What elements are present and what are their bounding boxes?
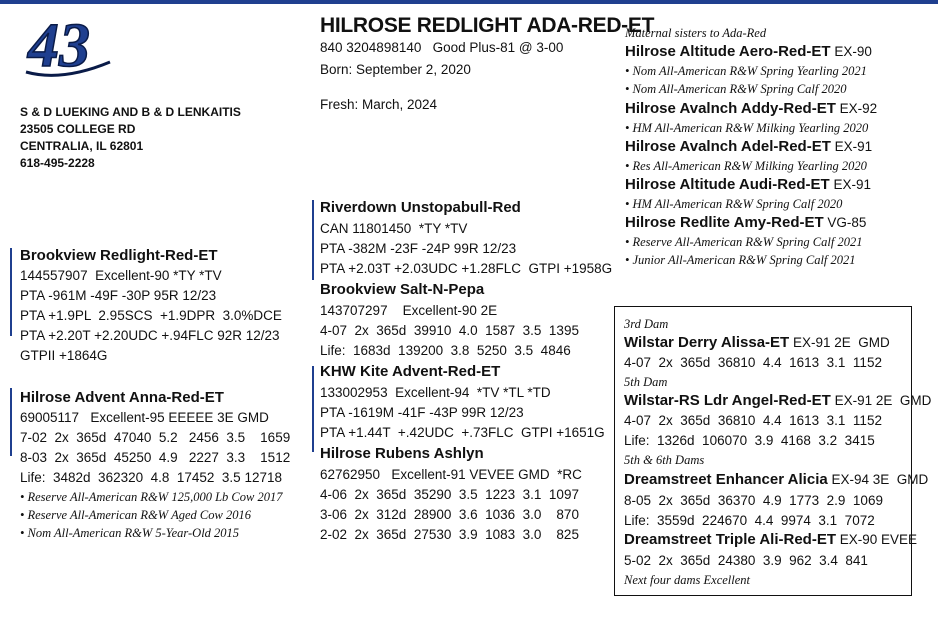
ali-name: Dreamstreet Triple Ali-Red-ET	[624, 531, 836, 548]
dam-reg: 69005117 Excellent-95 EEEEE 3E GMD	[20, 410, 269, 425]
fifth-dam-label: 5th Dam	[624, 375, 668, 389]
fifth-dam-score: EX-91 2E GMD	[830, 393, 932, 408]
dam-dam-name: Hilrose Rubens Ashlyn	[320, 445, 484, 462]
dam-record-1: 7-02 2x 365d 47040 5.2 2456 3.5 1659	[20, 430, 291, 445]
dam-record-2: 8-03 2x 365d 45250 4.9 2227 3.3 1512	[20, 450, 291, 465]
fifth-sixth-dams-label: 5th & 6th Dams	[624, 453, 705, 467]
alicia	[624, 470, 928, 490]
sister-5-score: VG-85	[823, 215, 867, 230]
owner-city: CENTRALIA, IL 62801	[20, 139, 144, 153]
dam-honor-1: • Reserve All-American R&W 125,000 Lb Cow 2017	[20, 490, 283, 504]
sister-3-name: Hilrose Avalnch Adel-Red-ET	[625, 138, 831, 155]
top-accent-bar	[0, 0, 938, 4]
animal-fresh: Fresh: March, 2024	[320, 97, 438, 112]
dam-life: Life: 3482d 362320 4.8 17452 3.5 12718	[20, 470, 282, 485]
sire-pta-3: PTA +2.20T +2.20UDC +.94FLC 92R 12/23	[20, 328, 280, 343]
dam-honor-2: • Reserve All-American R&W Aged Cow 2016	[20, 508, 251, 522]
dam-dam-reg: 62762950 Excellent-91 VEVEE GMD *RC	[320, 467, 582, 482]
dam-name: Hilrose Advent Anna-Red-ET	[20, 389, 224, 406]
dam-honor-3: • Nom All-American R&W 5-Year-Old 2015	[20, 526, 240, 540]
sister-1-score: EX-90	[830, 44, 872, 59]
sire-sire-pta-2: PTA +2.03T +2.03UDC +1.28FLC GTPI +1958G	[320, 261, 613, 276]
owner-address: 23505 COLLEGE RD	[20, 122, 136, 136]
owner-info	[20, 104, 241, 172]
sister-1-honor-1: • Nom All-American R&W Spring Yearling 2021	[625, 64, 867, 78]
fifth-dam	[624, 391, 931, 411]
owner-name: S & D LUEKING AND B & D LENKAITIS	[20, 105, 241, 119]
sire-pta-1: PTA -961M -49F -30P 95R 12/23	[20, 288, 217, 303]
sister-1-name: Hilrose Altitude Aero-Red-ET	[625, 43, 831, 60]
ali	[624, 530, 917, 550]
third-dam-record: 4-07 2x 365d 36810 4.4 1613 3.1 1152	[624, 355, 882, 370]
third-dam-label: 3rd Dam	[624, 317, 669, 331]
fifth-dam-life: Life: 1326d 106070 3.9 4168 3.2 3415	[624, 433, 875, 448]
animal-born: Born: September 2, 2020	[320, 62, 471, 77]
lot-number-text: 43	[28, 14, 90, 80]
dam-sire-pta-2: PTA +1.44T +.42UDC +.73FLC GTPI +1651G	[320, 425, 605, 440]
dam-dam-record-3: 2-02 2x 365d 27530 3.9 1083 3.0 825	[320, 527, 579, 542]
sire-dam-record: 4-07 2x 365d 39910 4.0 1587 3.5 1395	[320, 323, 579, 338]
sister-3-score: EX-91	[830, 139, 873, 154]
sister-2-score: EX-92	[835, 101, 878, 116]
third-dam-score: EX-91 2E GMD	[789, 335, 890, 350]
sister-4-score: EX-91	[829, 177, 872, 192]
sister-4-honor-1: • HM All-American R&W Spring Calf 2020	[625, 197, 843, 211]
sister-1-honor-2: • Nom All-American R&W Spring Calf 2020	[625, 82, 847, 96]
sire-sire-bracket	[312, 200, 314, 280]
sister-5	[625, 213, 866, 233]
sister-5-honor-1: • Reserve All-American R&W Spring Calf 2021	[625, 235, 863, 249]
dam-dam-record-2: 3-06 2x 312d 28900 3.6 1036 3.0 870	[320, 507, 579, 522]
sire-dam-name: Brookview Salt-N-Pepa	[320, 281, 485, 298]
sire-reg: 144557907 Excellent-90 *TY *TV	[20, 268, 222, 283]
alicia-name: Dreamstreet Enhancer Alicia	[624, 471, 828, 488]
sister-2	[625, 99, 877, 119]
fifth-dam-record: 4-07 2x 365d 36810 4.4 1613 3.1 1152	[624, 413, 882, 428]
animal-name: HILROSE REDLIGHT ADA-RED-ET	[320, 14, 655, 37]
third-dam	[624, 333, 890, 353]
sister-2-name: Hilrose Avalnch Addy-Red-ET	[625, 100, 836, 117]
sire-gtpi: GTPII +1864G	[20, 348, 108, 363]
sire-pta-2: PTA +1.9PL 2.95SCS +1.9DPR 3.0%DCE	[20, 308, 282, 323]
sister-3-honor-1: • Res All-American R&W Milking Yearling 2020	[625, 159, 867, 173]
dam-sire-name: KHW Kite Advent-Red-ET	[320, 363, 501, 380]
maternal-heading: Maternal sisters to Ada-Red	[625, 26, 767, 40]
sire-dam-reg: 143707297 Excellent-90 2E	[320, 303, 498, 318]
box-footer: Next four dams Excellent	[624, 573, 751, 587]
dam-sire-bracket	[312, 366, 314, 452]
sire-sire-pta-1: PTA -382M -23F -24P 99R 12/23	[320, 241, 517, 256]
sister-4	[625, 175, 871, 195]
sister-3	[625, 137, 872, 157]
sister-4-name: Hilrose Altitude Audi-Red-ET	[625, 176, 830, 193]
sister-5-honor-2: • Junior All-American R&W Spring Calf 2021	[625, 253, 856, 267]
dam-sire-reg: 133002953 Excellent-94 *TV *TL *TD	[320, 385, 551, 400]
alicia-life: Life: 3559d 224670 4.4 9974 3.1 7072	[624, 513, 875, 528]
dam-sire-pta-1: PTA -1619M -41F -43P 99R 12/23	[320, 405, 524, 420]
alicia-record: 8-05 2x 365d 36370 4.9 1773 2.9 1069	[624, 493, 883, 508]
third-dam-name: Wilstar Derry Alissa-ET	[624, 334, 790, 351]
sire-name: Brookview Redlight-Red-ET	[20, 247, 218, 264]
sire-sire-name: Riverdown Unstopabull-Red	[320, 199, 521, 216]
sire-sire-reg: CAN 11801450 *TY *TV	[320, 221, 468, 236]
lot-number	[22, 14, 122, 84]
dam-bracket	[10, 388, 12, 456]
sire-bracket	[10, 248, 12, 336]
sister-5-name: Hilrose Redlite Amy-Red-ET	[625, 214, 824, 231]
sister-2-honor-1: • HM All-American R&W Milking Yearling 2020	[625, 121, 869, 135]
animal-registration: 840 3204898140 Good Plus-81 @ 3-00	[320, 40, 564, 55]
sire-dam-life: Life: 1683d 139200 3.8 5250 3.5 4846	[320, 343, 571, 358]
fifth-dam-name: Wilstar-RS Ldr Angel-Red-ET	[624, 392, 831, 409]
ali-score: EX-90 EVEE	[836, 532, 918, 547]
owner-phone: 618-495-2228	[20, 156, 95, 170]
ali-record: 5-02 2x 365d 24380 3.9 962 3.4 841	[624, 553, 868, 568]
sister-1	[625, 42, 872, 62]
alicia-score: EX-94 3E GMD	[827, 472, 929, 487]
dam-dam-record-1: 4-06 2x 365d 35290 3.5 1223 3.1 1097	[320, 487, 579, 502]
